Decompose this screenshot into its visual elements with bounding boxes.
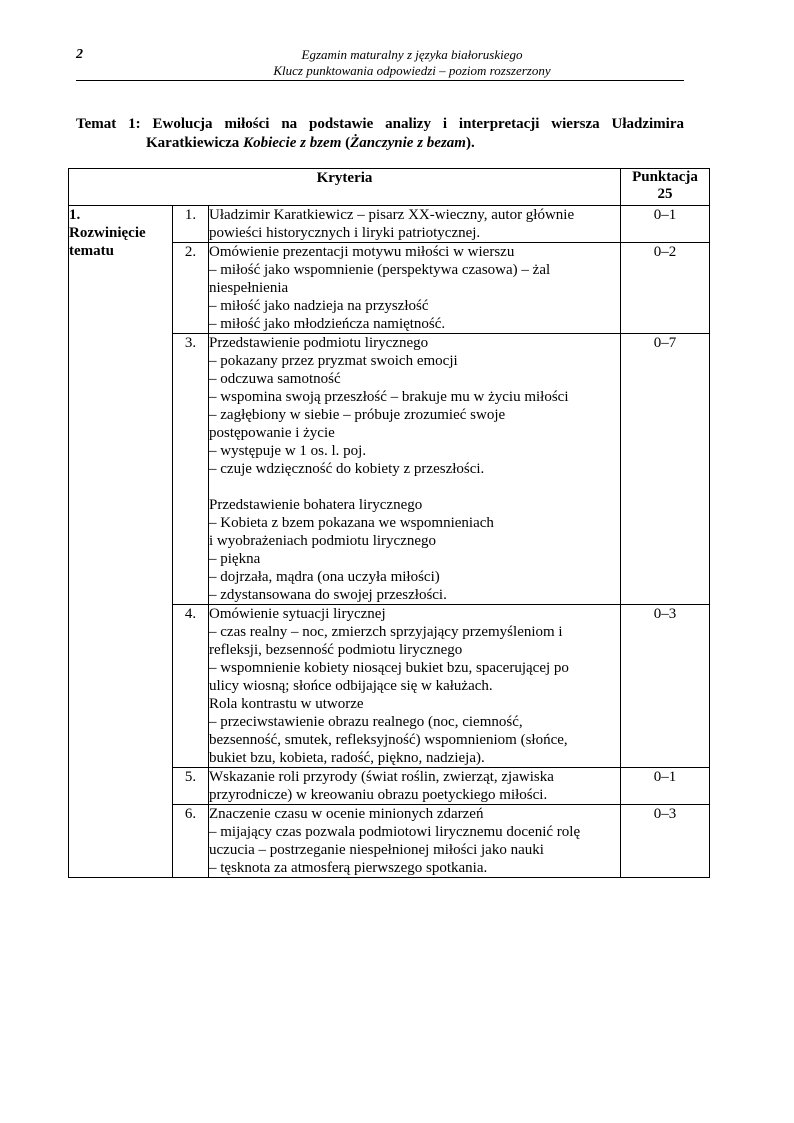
row-number: 2. <box>173 243 209 334</box>
criteria-line: bukiet bzu, kobieta, radość, piękno, nadzieja). <box>209 750 485 766</box>
criteria-line: – wspomina swoją przeszłość – brakuje mu w życiu miłości <box>209 389 569 405</box>
header-key-title: Klucz punktowania odpowiedzi – poziom rozszerzony <box>273 63 551 78</box>
criteria-line: Omówienie sytuacji lirycznej <box>209 606 386 622</box>
criteria-line: Rola kontrastu w utworze <box>209 696 364 712</box>
topic-line-1: Temat 1: Ewolucja miłości na podstawie analizy i interpretacji wiersza Uładzimira <box>76 116 684 132</box>
section-section-number: 1. <box>69 207 81 223</box>
criteria-line: i wyobrażeniach podmiotu lirycznego <box>209 533 437 549</box>
criteria-line: Uładzimir Karatkiewicz – pisarz XX-wieczny, autor głównie <box>209 207 575 223</box>
row-score: 0–1 <box>621 206 710 243</box>
criteria-line: ulicy wiosną; słońce odbijające się w kałużach. <box>209 678 493 694</box>
criteria-line: Przedstawienie podmiotu lirycznego <box>209 335 429 351</box>
row-number: 1. <box>173 206 209 243</box>
criteria-header: Kryteria <box>69 169 621 206</box>
row-criteria-text <box>209 768 621 805</box>
criteria-line: Omówienie prezentacji motywu miłości w wierszu <box>209 244 515 260</box>
topic-poem-original-title: Żanczynie z bezam <box>350 135 466 151</box>
criteria-line: – czas realny – noc, zmierzch sprzyjający przemyśleniom i <box>209 624 563 640</box>
criteria-line: – Kobieta z bzem pokazana we wspomnieniach <box>209 515 494 531</box>
criteria-line: – zagłębiony w siebie – próbuje zrozumieć swoje <box>209 407 506 423</box>
criteria-line: bezsenność, smutek, refleksyjność) wspomnieniom (słońce, <box>209 732 568 748</box>
row-criteria-text <box>209 243 621 334</box>
criteria-line: – dojrzała, mądra (ona uczyła miłości) <box>209 569 440 585</box>
row-number: 5. <box>173 768 209 805</box>
criteria-line <box>209 478 620 496</box>
criteria-line: niespełnienia <box>209 280 289 296</box>
topic-heading <box>76 115 684 153</box>
header-divider <box>76 80 684 81</box>
criteria-line: Znaczenie czasu w ocenie minionych zdarzeń <box>209 806 484 822</box>
criteria-line: – zdystansowana do swojej przeszłości. <box>209 587 447 603</box>
row-number: 4. <box>173 605 209 768</box>
criteria-line: uczucia – postrzeganie niespełnionej miłości jako nauki <box>209 842 544 858</box>
table-row <box>69 206 710 243</box>
criteria-line: – czuje wdzięczność do kobiety z przeszłości. <box>209 461 485 477</box>
criteria-line: – miłość jako wspomnienie (perspektywa czasowa) – żal <box>209 262 551 278</box>
criteria-line: Wskazanie roli przyrody (świat roślin, zwierząt, zjawiska <box>209 769 554 785</box>
row-score: 0–3 <box>621 805 710 878</box>
points-header-label: Punktacja <box>632 169 698 185</box>
criteria-line: refleksji, bezsenność podmiotu lirycznego <box>209 642 463 658</box>
points-header-max: 25 <box>657 186 673 202</box>
criteria-line: – miłość jako nadzieja na przyszłość <box>209 298 429 314</box>
topic-poem-title: Kobiecie z bzem <box>243 135 342 151</box>
row-score: 0–1 <box>621 768 710 805</box>
row-criteria-text <box>209 805 621 878</box>
criteria-table <box>68 168 710 878</box>
row-number: 6. <box>173 805 209 878</box>
row-score: 0–2 <box>621 243 710 334</box>
criteria-line: – mijający czas pozwala podmiotowi lirycznemu docenić rolę <box>209 824 581 840</box>
section-section-title-1: Rozwinięcie <box>69 225 146 241</box>
row-number: 3. <box>173 334 209 605</box>
topic-paren-close: ). <box>465 135 475 151</box>
criteria-line: powieści historycznych i liryki patriotycznej. <box>209 225 481 241</box>
topic-paren-open: ( <box>341 135 351 151</box>
section-section-title-2: tematu <box>69 243 114 259</box>
row-criteria-text <box>209 206 621 243</box>
criteria-rows <box>69 206 710 878</box>
section-label <box>69 206 173 878</box>
criteria-line: – piękna <box>209 551 261 567</box>
criteria-line: – przeciwstawienie obrazu realnego (noc, ciemność, <box>209 714 523 730</box>
topic-line-2 <box>76 134 684 153</box>
header-exam-title: Egzamin maturalny z języka białoruskiego <box>301 47 523 62</box>
criteria-line: – odczuwa samotność <box>209 371 341 387</box>
row-criteria-text <box>209 334 621 605</box>
topic-author: Karatkiewicza <box>146 135 244 151</box>
criteria-line: postępowanie i życie <box>209 425 335 441</box>
running-header <box>140 47 684 79</box>
criteria-line: Przedstawienie bohatera lirycznego <box>209 497 423 513</box>
row-criteria-text <box>209 605 621 768</box>
criteria-line: – występuje w 1 os. l. poj. <box>209 443 367 459</box>
table-header-row <box>69 169 710 206</box>
page-number: 2 <box>76 47 83 62</box>
criteria-line: – wspomnienie kobiety niosącej bukiet bzu, spacerującej po <box>209 660 569 676</box>
criteria-line: – miłość jako młodzieńcza namiętność. <box>209 316 446 332</box>
criteria-line: – pokazany przez pryzmat swoich emocji <box>209 353 458 369</box>
criteria-line: – tęsknota za atmosferą pierwszego spotkania. <box>209 860 488 876</box>
points-header <box>621 169 710 206</box>
row-score: 0–7 <box>621 334 710 605</box>
criteria-line: przyrodnicze) w kreowaniu obrazu poetyckiego miłości. <box>209 787 548 803</box>
row-score: 0–3 <box>621 605 710 768</box>
